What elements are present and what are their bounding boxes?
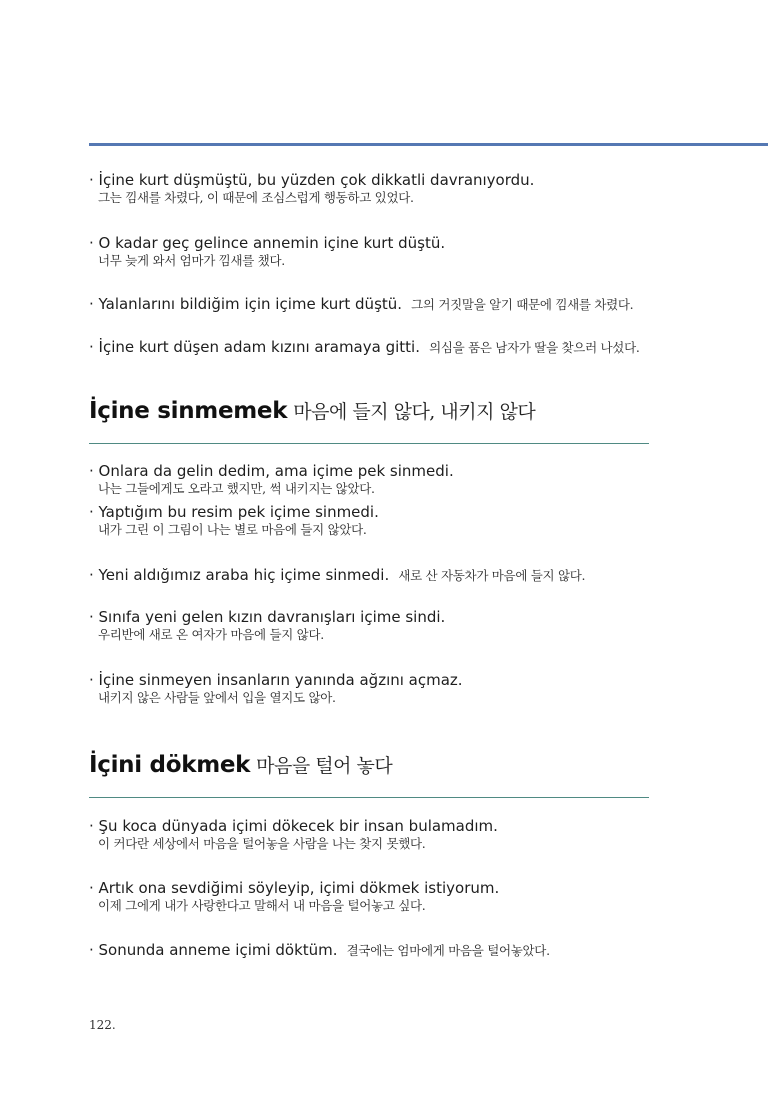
idiom-translation: 마음에 들지 않다, 내키지 않다 [293,401,536,423]
example-korean: 우리반에 새로 온 여자가 마음에 들지 않다. [98,627,324,642]
example-item [89,461,454,497]
example-korean: 이제 그에게 내가 사랑한다고 말해서 내 마음을 털어놓고 싶다. [98,898,426,913]
example-korean: 의심을 품은 남자가 딸을 찾으러 나섰다. [429,340,640,355]
section-heading [89,751,392,778]
example-item [89,878,499,914]
example-item [89,670,463,706]
example-korean: 나는 그들에게도 오라고 했지만, 썩 내키지는 않았다. [98,481,375,496]
example-korean: 내가 그린 이 그림이 나는 별로 마음에 들지 않았다. [98,522,367,537]
idiom-title: İçini dökmek [89,752,251,778]
example-turkish: · Yeni aldığımız araba hiç içime sinmedi. [89,566,390,584]
example-item [89,294,633,314]
example-item [89,502,379,538]
example-item [89,816,498,852]
example-korean: 이 커다란 세상에서 마음을 털어놓을 사람을 나는 찾지 못했다. [98,836,426,851]
example-korean: 그는 낌새를 차렸다, 이 때문에 조심스럽게 행동하고 있었다. [98,190,414,205]
example-item [89,233,445,269]
section-heading [89,397,535,424]
example-turkish: · Yaptığım bu resim pek içime sinmedi. [89,503,379,521]
example-item [89,565,585,585]
section-divider [89,797,649,798]
example-turkish: · Yalanlarını bildiğim için içime kurt düştü. [89,295,403,313]
example-turkish: · Onlara da gelin dedim, ama içime pek sinmedi. [89,462,454,480]
top-rule [89,143,768,146]
example-item [89,607,445,643]
example-turkish: · Artık ona sevdiğimi söyleyip, içimi dökmek istiyorum. [89,879,500,897]
example-turkish: · O kadar geç gelince annemin içine kurt düştü. [89,234,446,252]
example-turkish: · İçine kurt düşen adam kızını aramaya gitti. [89,338,420,356]
example-korean: 너무 늦게 와서 엄마가 낌새를 챘다. [98,253,285,268]
example-korean: 그의 거짓말을 알기 때문에 낌새를 차렸다. [411,297,634,312]
example-turkish: · İçine kurt düşmüştü, bu yüzden çok dikkatli davranıyordu. [89,171,535,189]
example-item [89,170,534,206]
example-item [89,337,640,357]
example-turkish: · Sınıfa yeni gelen kızın davranışları içime sindi. [89,608,446,626]
idiom-title: İçine sinmemek [89,398,288,424]
example-item [89,940,550,960]
page-number: 122. [89,1018,116,1032]
example-turkish: · Sonunda anneme içimi döktüm. [89,941,338,959]
example-turkish: · Şu koca dünyada içimi dökecek bir insan bulamadım. [89,817,498,835]
section-divider [89,443,649,444]
example-korean: 결국에는 엄마에게 마음을 털어놓았다. [346,943,550,958]
example-korean: 내키지 않은 사람들 앞에서 입을 열지도 않아. [98,690,336,705]
idiom-translation: 마음을 털어 놓다 [256,755,393,777]
example-korean: 새로 산 자동차가 마음에 들지 않다. [398,568,586,583]
example-turkish: · İçine sinmeyen insanların yanında ağzını açmaz. [89,671,463,689]
